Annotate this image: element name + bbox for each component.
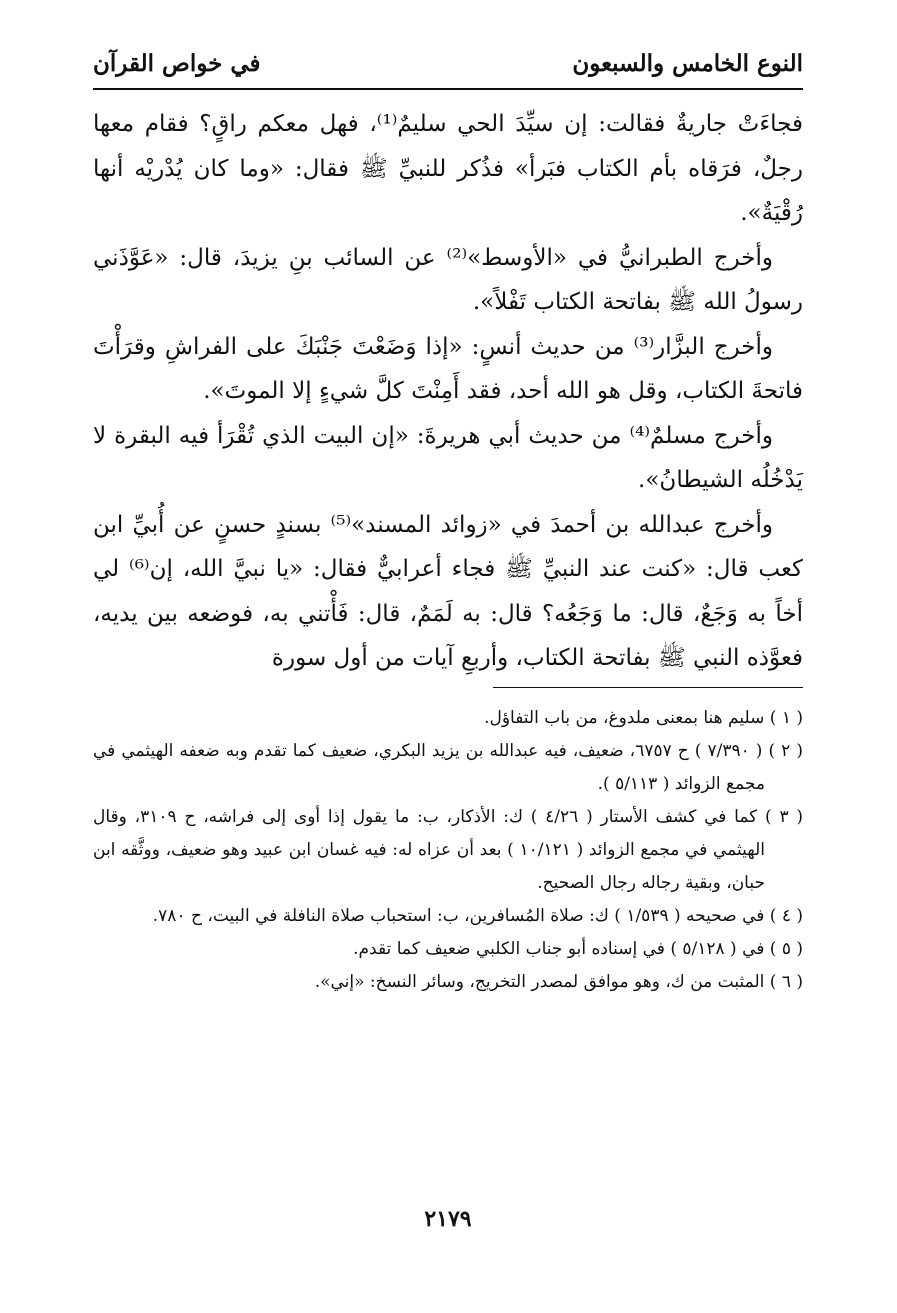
paragraph: فجاءَتْ جاريةٌ فقالت: إن سيِّدَ الحي سليمٌ⁽¹⁾، فهل معكم راقٍ؟ فقام معها رجلٌ، فرَقاه بأم الكتاب فبَرأ» فذُكر للنبيِّ ﷺ فقال: «وما كان يُدْريْه أنها رُقْيَةٌ». [93, 111, 803, 226]
paragraph: وأخرج البزَّار⁽³⁾ من حديث أنسٍ: «إذا وَضَعْتَ جَنْبَكَ على الفراشِ وقرَأْتَ فاتحةَ الكتاب، وقل هو الله أحد، فقد أَمِنْتَ كلَّ شيءٍ إلا الموتَ». [93, 333, 803, 404]
footnote-item: ( ٣ ) كما في كشف الأستار ( ٤/٢٦ ) ك: الأذكار، ب: ما يقول إذا أوى إلى فراشه، ح ٣١٠٩، وقال الهيثمي في مجمع الزوائد ( ١٠/١٢١ ) بعد أن عزاه له: فيه غسان ابن عبيد وهو ضعيف، ووثَّقه ابن حبان، وبقية رجاله رجال الصحيح. [93, 806, 803, 893]
footnote-item: ( ١ ) سليم هنا بمعنى ملدوغ، من باب التفاؤل. [484, 707, 803, 728]
footnotes [93, 702, 803, 999]
footnote-item: ( ٢ ) ( ٧/٣٩٠ ) ح ٦٧٥٧، ضعيف، فيه عبدالله بن يزيد البكري، ضعيف كما تقدم وبه ضعفه الهيثمي في مجمع الزوائد ( ٥/١١٣ ). [93, 740, 803, 794]
page-number: ٢١٧٩ [424, 1206, 472, 1232]
paragraph: وأخرج الطبرانيُّ في «الأوسط»⁽²⁾ عن السائب بنِ يزيدَ، قال: «عَوَّذَني رسولُ الله ﷺ بفاتحة الكتاب تَفْلاً». [93, 244, 803, 315]
book-page [93, 40, 803, 1232]
paragraph: وأخرج مسلمٌ⁽⁴⁾ من حديث أبي هريرةَ: «إن البيت الذي تُقْرَأ فيه البقرة لا يَدْخُلُه الشيطانُ». [93, 422, 803, 493]
footnote-item: ( ٤ ) في صحيحه ( ١/٥٣٩ ) ك: صلاة المُسافرين، ب: استحباب صلاة النافلة في البيت، ح ٧٨٠. [152, 905, 803, 926]
footnote-item: ( ٦ ) المثبت من ك، وهو موافق لمصدر التخريج، وسائر النسخ: «إني». [314, 971, 803, 992]
footnote-divider [493, 687, 803, 688]
book-section-title: في خواص القرآن [93, 50, 261, 77]
main-text [93, 102, 803, 681]
running-header [93, 40, 803, 90]
paragraph: وأخرج عبدالله بن أحمدَ في «زوائد المسند»⁽⁵⁾ بسندٍ حسنٍ عن أُبيِّ ابن كعب قال: «كنت عند النبيِّ ﷺ فجاء أعرابيٌّ فقال: «يا نبيَّ الله، إن⁽⁶⁾ لي أخاً به وَجَعٌ، قال: ما وَجَعُه؟ قال: به لَمَمٌ، قال: فَأْتني به، فوضعه بين يديه، فعوَّذه النبي ﷺ بفاتحة الكتاب، وأربعِ آيات من أول سورة [93, 511, 803, 671]
footnote-item: ( ٥ ) في ( ٥/١٢٨ ) في إسناده أبو جناب الكلبي ضعيف كما تقدم. [353, 938, 803, 959]
chapter-title: النوع الخامس والسبعون [572, 50, 803, 77]
